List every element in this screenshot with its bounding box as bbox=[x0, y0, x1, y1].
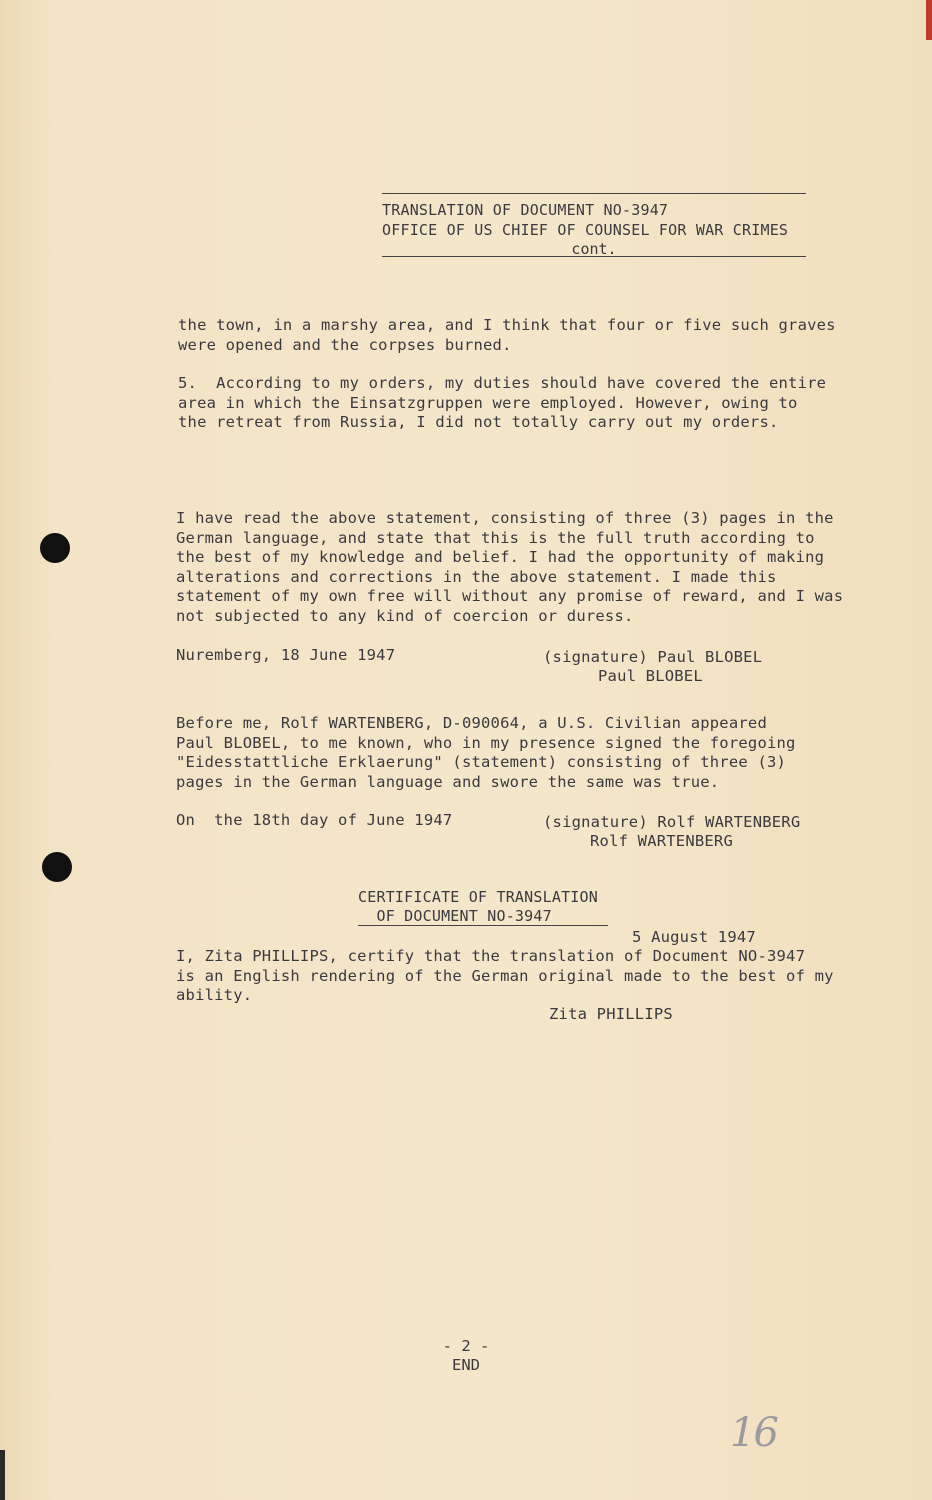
signature-blobel-name: Paul BLOBEL bbox=[598, 667, 703, 685]
signature-wartenberg-name: Rolf WARTENBERG bbox=[590, 832, 733, 850]
page-number: - 2 - bbox=[442, 1337, 490, 1355]
paragraph-affidavit: I have read the above statement, consisting of three (3) pages in the German language, and state that this is the full truth according to the best of my knowledge and belief. I had the opportunity of making alterations and corrections in the above statement. I made this statement of my own free will without any promise of reward, and I was not subjected to any kind of coercion or duress. bbox=[176, 509, 844, 625]
translator-name: Zita PHILLIPS bbox=[549, 1005, 673, 1023]
end-mark: END bbox=[452, 1356, 480, 1374]
punch-hole bbox=[40, 533, 70, 563]
signature-wartenberg: (signature) Rolf WARTENBERG bbox=[543, 813, 801, 831]
handwritten-page-note: 16 bbox=[730, 1410, 777, 1456]
page-edge-mark bbox=[926, 0, 932, 40]
place-date: Nuremberg, 18 June 1947 bbox=[176, 646, 396, 664]
certificate-text: I, Zita PHILLIPS, certify that the translation of Document NO-3947 is an English rendering of the German original made to the best of my ability. bbox=[176, 947, 834, 1004]
paragraph-witness: Before me, Rolf WARTENBERG, D-090064, a U.S. Civilian appeared Paul BLOBEL, to me known, who in my presence signed the foregoing "Eidesstattliche Erklaerung" (statement) consisting of three (3) pages in the German language and swore the same was true. bbox=[176, 714, 796, 791]
certificate-rule bbox=[358, 925, 608, 926]
document-header bbox=[382, 200, 788, 240]
witness-date: On the 18th day of June 1947 bbox=[176, 811, 453, 829]
signature-blobel: (signature) Paul BLOBEL bbox=[543, 648, 763, 666]
page-edge-mark bbox=[0, 1450, 5, 1500]
punch-hole bbox=[42, 852, 72, 882]
header-rule bbox=[382, 193, 806, 194]
header-line-1: TRANSLATION OF DOCUMENT NO-3947 bbox=[382, 201, 669, 219]
paragraph-orders: 5. According to my orders, my duties should have covered the entire area in which the Einsatzgruppen were employed. However, owing to the retreat from Russia, I did not totally carry out my orders. bbox=[178, 374, 827, 431]
certificate-subtitle: OF DOCUMENT NO-3947 bbox=[358, 907, 552, 925]
certificate-title: CERTIFICATE OF TRANSLATION bbox=[358, 888, 598, 906]
header-cont: cont. bbox=[571, 240, 617, 258]
paragraph-graves: the town, in a marshy area, and I think that four or five such graves were opened and the corpses burned. bbox=[178, 316, 836, 354]
certificate-date: 5 August 1947 bbox=[632, 928, 756, 946]
header-rule bbox=[382, 256, 806, 257]
header-line-2: OFFICE OF US CHIEF OF COUNSEL FOR WAR CRIMES bbox=[382, 221, 789, 239]
